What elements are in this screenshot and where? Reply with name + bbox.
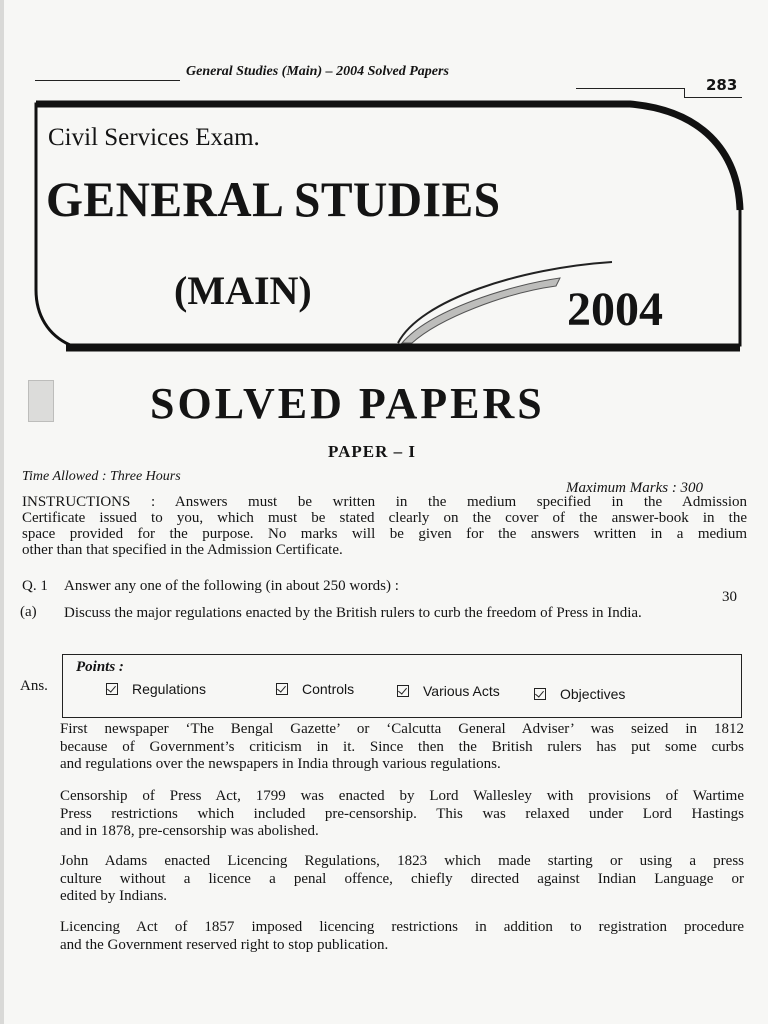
maximum-marks: Maximum Marks : 300 bbox=[566, 480, 704, 496]
answer-paragraph bbox=[60, 853, 744, 906]
question-marks: 30 bbox=[722, 589, 737, 605]
banner-level: (MAIN) bbox=[174, 268, 312, 313]
point-item bbox=[276, 681, 354, 697]
answer-line: because of Government’s criticism in it. Since then the British rulers has put some curbs bbox=[60, 738, 744, 755]
time-allowed: Time Allowed : Three Hours bbox=[22, 469, 181, 484]
banner-exam: Civil Services Exam. bbox=[48, 124, 260, 151]
answer-line: and regulations over the newspapers in India through various regulations. bbox=[60, 756, 501, 772]
point-label: Controls bbox=[302, 681, 355, 697]
solved-papers-heading: SOLVED PAPERS bbox=[150, 379, 545, 428]
question-text: Answer any one of the following (in about 250 words) : bbox=[64, 578, 399, 594]
checkbox-icon bbox=[534, 688, 546, 700]
point-label: Regulations bbox=[132, 681, 206, 697]
instructions-line: INSTRUCTIONS : Answers must be written in the medium specified in the Admission bbox=[22, 494, 747, 510]
answer-line: culture without a licence a penal offence, chiefly directed against Indian Language or bbox=[60, 870, 744, 887]
question-part-text: Discuss the major regulations enacted by the British rulers to curb the freedom of Press in India. bbox=[64, 605, 642, 621]
point-item bbox=[397, 683, 500, 699]
point-label: Various Acts bbox=[423, 683, 500, 699]
banner-subject: GENERAL STUDIES bbox=[46, 171, 501, 227]
answer-line: First newspaper ‘The Bengal Gazette’ or ‘Calcutta General Adviser’ was seized in 1812 bbox=[60, 721, 744, 737]
paper-label: PAPER – I bbox=[328, 442, 417, 461]
point-item bbox=[106, 681, 206, 697]
instructions-line: Certificate issued to you, which must be stated clearly on the cover of the answer-book in the bbox=[22, 510, 747, 526]
answer-paragraph bbox=[60, 721, 744, 774]
answer-line: edited by Indians. bbox=[60, 888, 168, 904]
checkbox-icon bbox=[106, 683, 118, 695]
points-title: Points : bbox=[76, 659, 124, 675]
answer-line: and in 1878, pre-censorship was abolished. bbox=[60, 823, 319, 839]
instructions bbox=[22, 494, 747, 558]
answer-line: Licencing Act of 1857 imposed licencing restrictions in addition to registration procedure bbox=[60, 919, 744, 935]
answer-paragraph bbox=[60, 788, 744, 841]
answer-paragraph bbox=[60, 919, 744, 954]
decorative-square bbox=[28, 380, 54, 422]
checkbox-icon bbox=[397, 685, 409, 697]
answer-line: Press restrictions which included pre-censorship. This was relaxed under Lord Hastings bbox=[60, 805, 744, 822]
banner-year: 2004 bbox=[567, 283, 663, 336]
answer-label: Ans. bbox=[20, 678, 48, 694]
point-label: Objectives bbox=[560, 686, 626, 702]
answer-line: and the Government reserved right to stop publication. bbox=[60, 936, 389, 953]
instructions-line: space provided for the purpose. No marks will be given for the answers written in a medium bbox=[22, 526, 747, 542]
checkbox-icon bbox=[276, 683, 288, 695]
instructions-line: other than that specified in the Admission Certificate. bbox=[22, 542, 343, 558]
question-number: Q. 1 bbox=[22, 578, 48, 594]
answer-line: John Adams enacted Licencing Regulations, 1823 which made starting or using a press bbox=[60, 853, 744, 869]
answer-line: Censorship of Press Act, 1799 was enacted by Lord Wallesley with provisions of Wartime bbox=[60, 788, 744, 804]
question-part-label: (a) bbox=[20, 604, 37, 620]
point-item bbox=[534, 686, 625, 702]
running-title: General Studies (Main) – 2004 Solved Papers bbox=[186, 64, 449, 79]
page-number: 283 bbox=[706, 76, 738, 94]
